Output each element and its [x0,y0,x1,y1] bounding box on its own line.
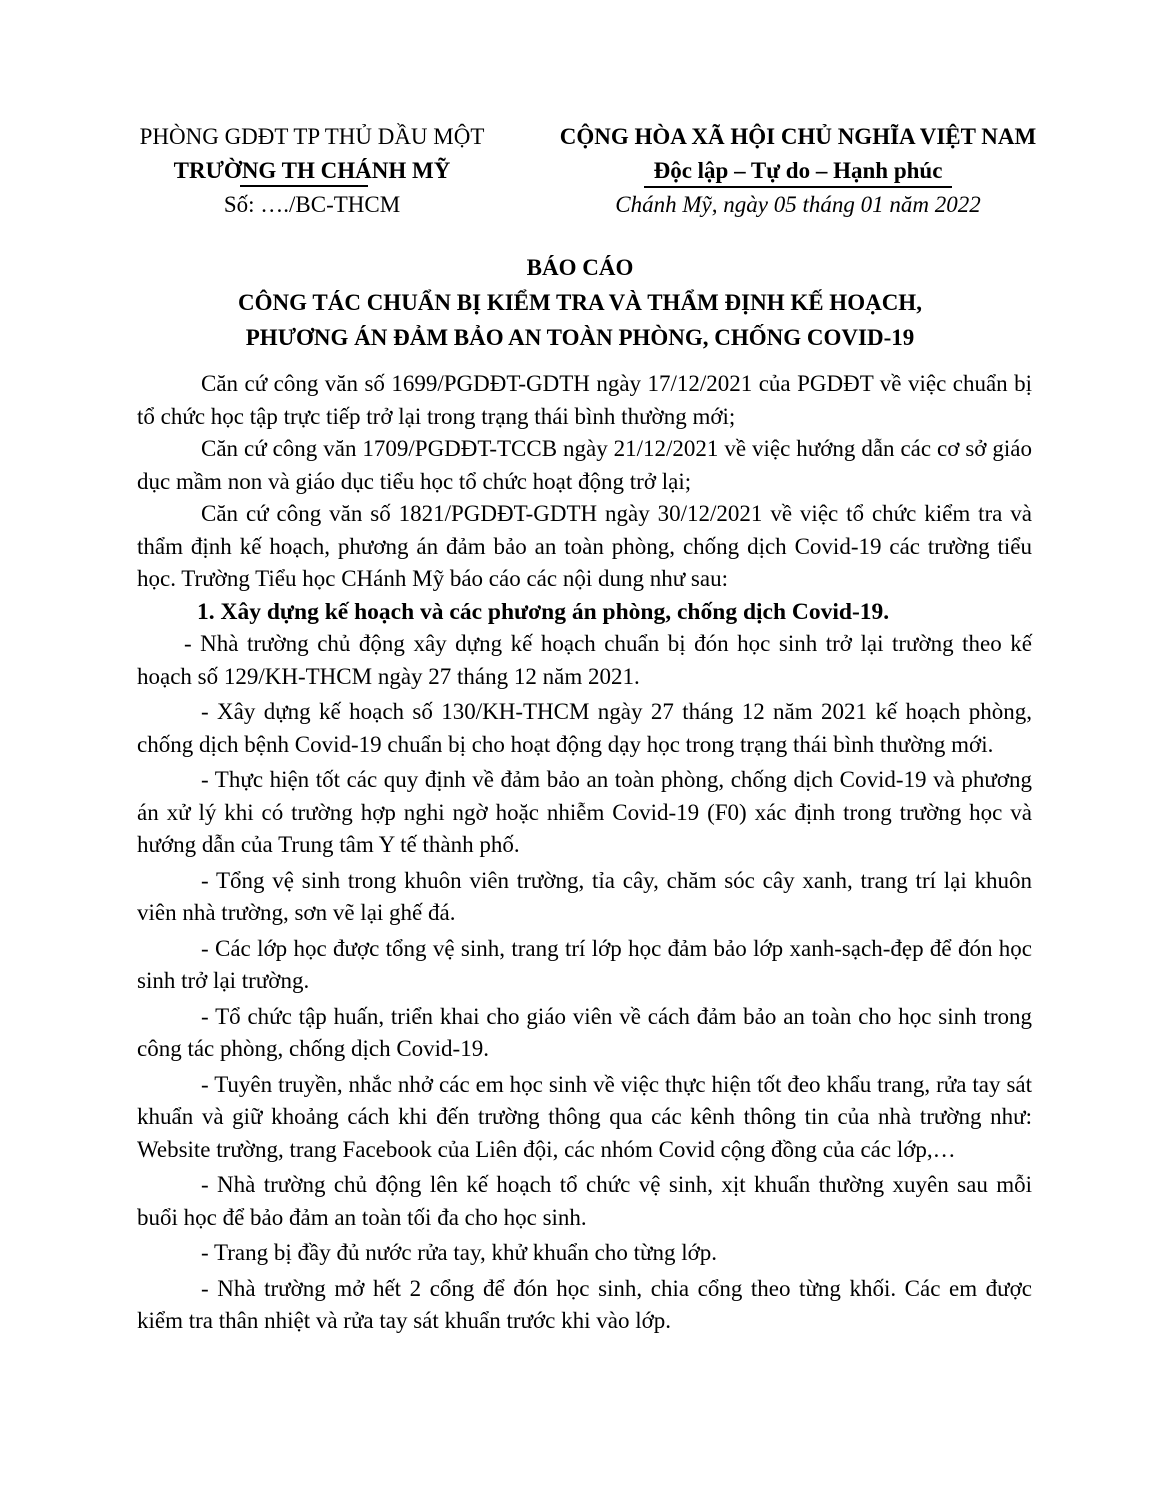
issuing-agency-block [112,120,512,222]
school-name: TRƯỜNG TH CHÁNH MỸ [112,154,512,188]
paragraph-basis-2: Căn cứ công văn 1709/PGDĐT-TCCB ngày 21/12/2021 về việc hướng dẫn các cơ sở giáo dục mầm non và giáo dục tiểu học tổ chức hoạt động trở lại; [137,436,1032,494]
bullet-item: - Xây dựng kế hoạch số 130/KH-THCM ngày 27 tháng 12 năm 2021 kế hoạch phòng, chống dịch bệnh Covid-19 chuẩn bị cho hoạt động dạy học trong trạng thái bình thường mới. [137,699,1032,757]
bullet-item: - Các lớp học được tổng vệ sinh, trang trí lớp học đảm bảo lớp xanh-sạch-đẹp để đón học sinh trở lại trường. [137,935,1032,993]
parent-agency: PHÒNG GDĐT TP THỦ DẦU MỘT [139,124,485,149]
national-title-block [518,120,1078,222]
bullet-item: - Tổng vệ sinh trong khuôn viên trường, tỉa cây, chăm sóc cây xanh, trang trí lại khuôn viên nhà trường, sơn vẽ lại ghế đá. [137,867,1032,925]
paragraph-basis-3: Căn cứ công văn số 1821/PGDĐT-GDTH ngày 30/12/2021 về việc tổ chức kiểm tra và thẩm định kế hoạch, phương án đảm bảo an toàn phòng, chống dịch Covid-19 các trường tiểu học. Trường Tiểu học CHánh Mỹ báo cáo các nội dung như sau: [137,501,1032,591]
place-and-date: Chánh Mỹ, ngày 05 tháng 01 năm 2022 [615,192,981,217]
school-name-underline [240,185,368,187]
report-title [100,250,1060,355]
paragraph-basis-1: Căn cứ công văn số 1699/PGDĐT-GDTH ngày 17/12/2021 của PGDĐT về việc chuẩn bị tổ chức học tập trực tiếp trở lại trong trạng thái bình thường mới; [137,371,1032,429]
report-title-line-2: CÔNG TÁC CHUẨN BỊ KIỂM TRA VÀ THẨM ĐỊNH KẾ HOẠCH, [238,290,922,315]
national-motto-underline [644,186,952,188]
national-title: CỘNG HÒA XÃ HỘI CHỦ NGHĨA VIỆT NAM [559,124,1037,149]
report-title-line-1: BÁO CÁO [526,255,634,280]
bullet-item: - Nhà trường chủ động lên kế hoạch tổ chức vệ sinh, xịt khuẩn thường xuyên sau mỗi buổi học để bảo đảm an toàn tối đa cho học sinh. [137,1172,1032,1230]
report-title-line-3: PHƯƠNG ÁN ĐẢM BẢO AN TOÀN PHÒNG, CHỐNG COVID-19 [245,325,915,350]
bullet-item: - Tổ chức tập huấn, triển khai cho giáo viên về cách đảm bảo an toàn cho học sinh trong công tác phòng, chống dịch Covid-19. [137,1003,1032,1061]
bullet-item: - Tuyên truyền, nhắc nhở các em học sinh về việc thực hiện tốt đeo khẩu trang, rửa tay sát khuẩn và giữ khoảng cách khi đến trường thông qua các kênh thông tin của nhà trường như: Website trường, trang Facebook của Liên đội, các nhóm Covid cộng đồng của các lớp,… [137,1071,1032,1162]
report-body [137,368,1032,1338]
section-heading-1: 1. Xây dựng kế hoạch và các phương án phòng, chống dịch Covid-19. [197,598,890,625]
bullet-item: - Thực hiện tốt các quy định về đảm bảo an toàn phòng, chống dịch Covid-19 và phương án xử lý khi có trường hợp nghi ngờ hoặc nhiễm Covid-19 (F0) xác định trong trường học và hướng dẫn của Trung tâm Y tế thành phố. [137,767,1032,857]
bullet-item: - Nhà trường mở hết 2 cổng để đón học sinh, chia cổng theo từng khối. Các em được kiểm tra thân nhiệt và rửa tay sát khuẩn trước khi vào lớp. [137,1275,1032,1333]
national-motto: Độc lập – Tự do – Hạnh phúc [518,154,1078,188]
document-number: Số: …./BC-THCM [223,192,401,217]
bullet-item: - Trang bị đầy đủ nước rửa tay, khử khuẩn cho từng lớp. [201,1240,718,1265]
bullet-item: - Nhà trường chủ động xây dựng kế hoạch chuẩn bị đón học sinh trở lại trường theo kế hoạch số 129/KH-THCM ngày 27 tháng 12 năm 2021. [137,631,1032,689]
